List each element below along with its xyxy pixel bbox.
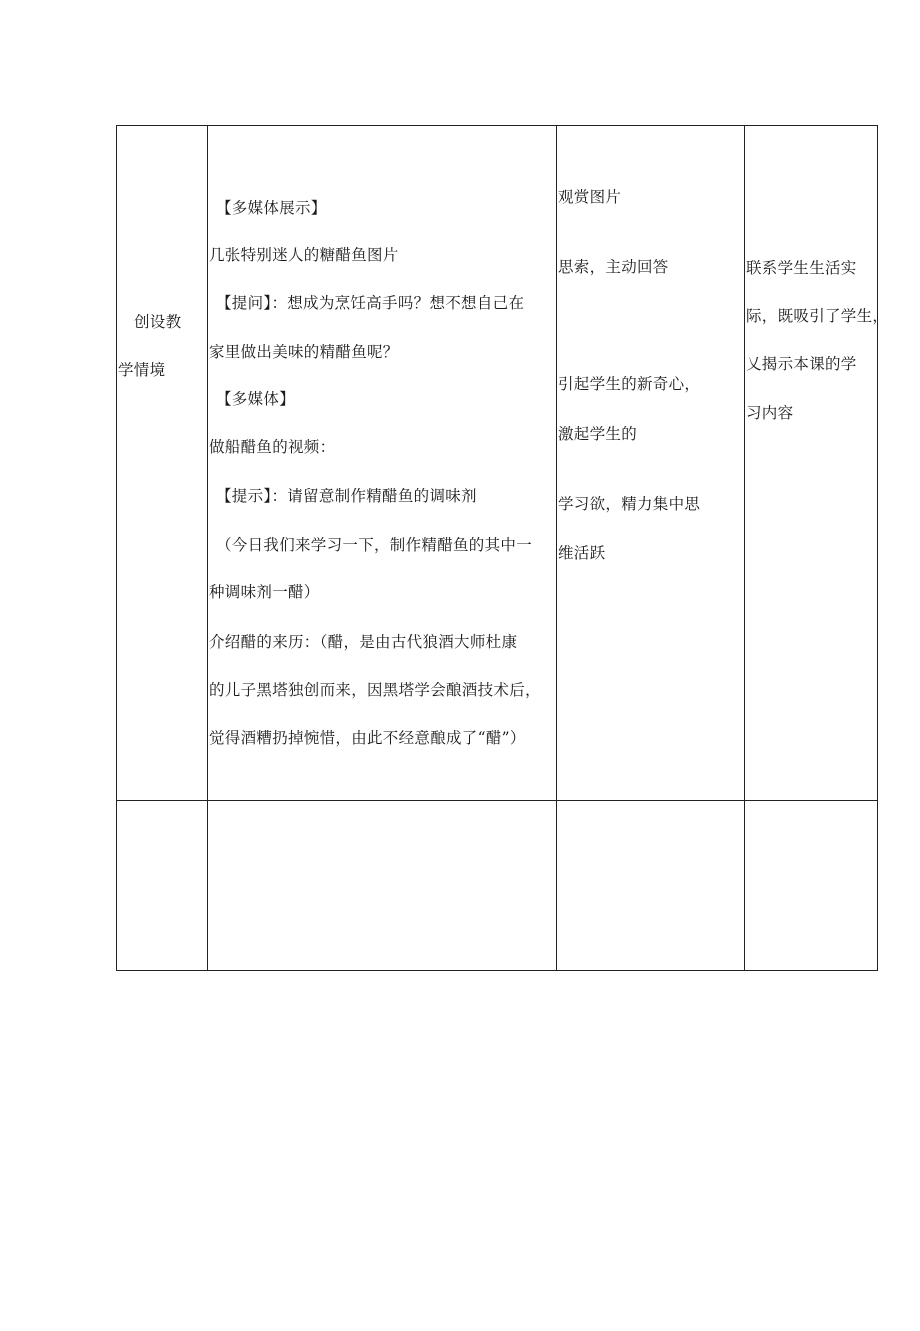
teacher-activity-line: 【提示】：请留意制作精醋鱼的调味剂 xyxy=(216,487,477,505)
teacher-activity-line: 几张特别迷人的糖醋鱼图片 xyxy=(209,246,399,264)
table-border-left xyxy=(116,125,117,971)
teacher-activity-line: 做船醋鱼的视频： xyxy=(209,438,336,456)
teacher-activity-line: （今日我们来学习一下，制作精醋鱼的其中一 xyxy=(216,536,533,554)
stage-label-line: 学情境 xyxy=(118,361,166,379)
table-column-divider xyxy=(744,125,745,971)
student-activity-line: 观赏图片 xyxy=(558,188,622,206)
stage-label-line: 创设教 xyxy=(134,313,182,331)
student-activity-line: 维活跃 xyxy=(558,544,606,562)
teacher-activity-line: 【多媒体】 xyxy=(216,390,296,408)
teacher-activity-line: 种调味剂一醋） xyxy=(209,583,320,601)
design-intent-line: 习内容 xyxy=(746,404,794,422)
design-intent-line: 乂揭示本课的学 xyxy=(746,355,857,373)
teacher-activity-line: 介绍醋的来历：（醋，是由古代狼酒大师杜康 xyxy=(209,633,518,651)
teacher-activity-line: 【多媒体展示】 xyxy=(216,199,327,217)
teacher-activity-line: 的儿子黑塔独创而来，因黑塔学会酿酒技术后， xyxy=(209,681,541,699)
table-border-bottom xyxy=(116,970,878,971)
table-border-top xyxy=(116,125,878,126)
student-activity-line: 学习欲，精力集中思 xyxy=(558,495,701,513)
table-border-right xyxy=(877,125,878,971)
student-activity-line: 思索，主动回答 xyxy=(558,258,669,276)
teacher-activity-line: 家里做出美味的精醋鱼呢？ xyxy=(209,343,399,361)
design-intent-line: 际，既吸引了学生， xyxy=(746,307,889,325)
table-column-divider xyxy=(556,125,557,971)
design-intent-line: 联系学生生活实 xyxy=(746,259,857,277)
student-activity-line: 引起学生的新奇心， xyxy=(558,375,701,393)
teacher-activity-line: 【提问】：想成为烹饪高手吗？想不想自己在 xyxy=(216,294,525,312)
table-column-divider xyxy=(207,125,208,971)
table-row-divider xyxy=(116,800,878,801)
teacher-activity-line: 觉得酒糟扔掉惋惜，由此不经意酿成了“醋”） xyxy=(209,729,526,747)
student-activity-line: 激起学生的 xyxy=(558,425,638,443)
